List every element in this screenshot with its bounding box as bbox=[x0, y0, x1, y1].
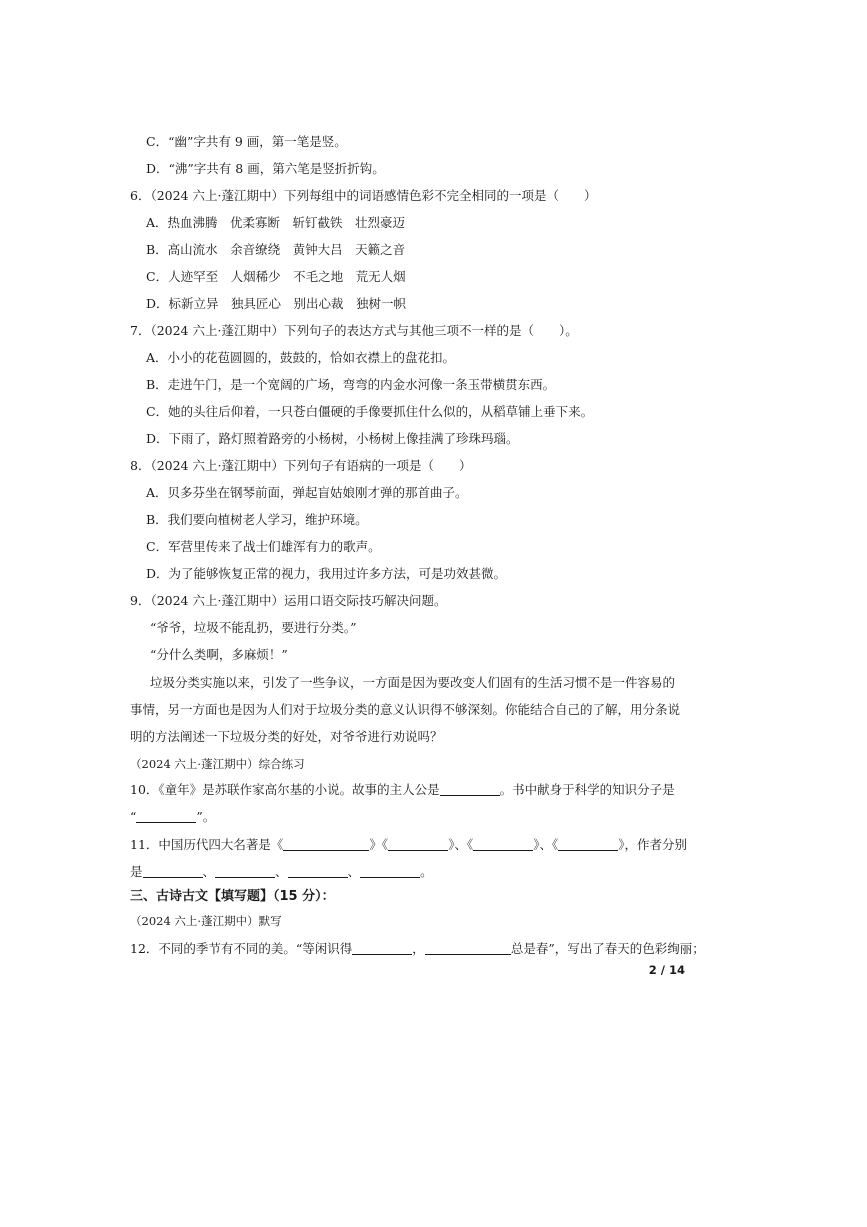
q11-blank-4 bbox=[558, 838, 618, 851]
q8-option-b: B．我们要向植树老人学习，维护环境。 bbox=[146, 512, 368, 527]
q11-text-c: 》、《 bbox=[448, 837, 474, 852]
q10-text-b: 。书中献身于科学的知识分子是 bbox=[499, 782, 675, 797]
q6-option-c: C．人迹罕至 人烟稀少 不毛之地 荒无人烟 bbox=[146, 269, 406, 284]
q11-author-blank-2 bbox=[215, 865, 275, 878]
q10-blank-1 bbox=[440, 783, 500, 796]
q11-text-a: 11．中国历代四大名著是《 bbox=[130, 837, 284, 852]
q8-option-a: A．贝多芬坐在钢琴前面，弹起盲姑娘刚才弹的那首曲子。 bbox=[146, 485, 468, 500]
source-note-dictation: （2024 六上·蓬江期中）默写 bbox=[130, 914, 282, 928]
q11-text-e: 》，作者分别 bbox=[618, 837, 687, 852]
q11-separator: 、 bbox=[202, 864, 216, 879]
question-6: 6．（2024 六上·蓬江期中）下列每组中的词语感情色彩不完全相同的一项是（ ） bbox=[130, 188, 597, 203]
question-8: 8．（2024 六上·蓬江期中）下列句子有语病的一项是（ ） bbox=[130, 458, 472, 473]
question-7: 7．（2024 六上·蓬江期中）下列句子的表达方式与其他三项不一样的是（ ）。 bbox=[130, 323, 578, 338]
q11-separator: 、 bbox=[347, 864, 361, 879]
q12-text-a: 12．不同的季节有不同的美。“等闲识得 bbox=[130, 941, 353, 956]
q8-option-d: D．为了能够恢复正常的视力，我用过许多方法，可是功效甚微。 bbox=[146, 566, 507, 581]
q10-blank-2 bbox=[136, 810, 196, 823]
q12-blank-2 bbox=[425, 942, 511, 955]
q11-text-b: 》《 bbox=[369, 837, 389, 852]
q9-dialogue-1: “爷爷，垃圾不能乱扔，要进行分类。” bbox=[150, 620, 357, 635]
q6-option-a: A．热血沸腾 优柔寡断 斩钉截铁 壮烈豪迈 bbox=[146, 215, 406, 230]
q12-text-b: ， bbox=[412, 941, 425, 956]
question-11-line-2 bbox=[130, 864, 433, 880]
q9-paragraph-line-2: 事情，另一方面也是因为人们对于垃圾分类的意义认识得不够深刻。你能结合自己的了解，用分条说 bbox=[130, 702, 681, 717]
q12-blank-1 bbox=[352, 942, 412, 955]
q11-author-blank-4 bbox=[360, 865, 420, 878]
q5-option-c: C．“幽”字共有 9 画，第一笔是竖。 bbox=[146, 134, 347, 149]
q6-option-b: B．高山流水 余音缭绕 黄钟大吕 天籁之音 bbox=[146, 242, 406, 257]
section-3-heading: 三、古诗古文【填写题】（15 分）： bbox=[130, 889, 335, 904]
q7-option-d: D．下雨了，路灯照着路旁的小杨树，小杨树上像挂满了珍珠玛瑙。 bbox=[146, 431, 519, 446]
source-note-comprehensive: （2024 六上·蓬江期中）综合练习 bbox=[130, 757, 305, 771]
q11-text-d: 》、《 bbox=[533, 837, 559, 852]
question-10-line-2 bbox=[130, 809, 215, 825]
page-number: 2 / 14 bbox=[648, 963, 685, 977]
q11-text-f: 是 bbox=[130, 864, 143, 879]
question-11-line-1 bbox=[130, 837, 687, 853]
q7-option-b: B．走进午门，是一个宽阔的广场，弯弯的内金水河像一条玉带横贯东西。 bbox=[146, 377, 556, 392]
q9-paragraph-line-1: 垃圾分类实施以来，引发了一些争议，一方面是因为要改变人们固有的生活习惯不是一件容易的 bbox=[150, 675, 676, 690]
q11-blank-1 bbox=[283, 838, 369, 851]
q11-blank-2 bbox=[388, 838, 448, 851]
question-9: 9．（2024 六上·蓬江期中）运用口语交际技巧解决问题。 bbox=[130, 593, 447, 608]
q7-option-c: C．她的头往后仰着，一只苍白僵硬的手像要抓住什么似的，从稻草铺上垂下来。 bbox=[146, 404, 594, 419]
q9-paragraph-line-3: 明的方法阐述一下垃圾分类的好处，对爷爷进行劝说吗？ bbox=[130, 729, 443, 744]
q8-option-c: C．军营里传来了战士们雄浑有力的歌声。 bbox=[146, 539, 381, 554]
question-12 bbox=[130, 941, 705, 957]
q5-option-d: D．“沸”字共有 8 画，第六笔是竖折折钩。 bbox=[146, 161, 385, 176]
q10-text-a: 10．《童年》是苏联作家高尔基的小说。故事的主人公是 bbox=[130, 782, 440, 797]
q9-dialogue-2: “分什么类啊，多麻烦！” bbox=[150, 647, 288, 662]
q11-blank-3 bbox=[473, 838, 533, 851]
q12-text-c: 总是春”，写出了春天的色彩绚丽； bbox=[510, 941, 705, 956]
q11-separator: 、 bbox=[275, 864, 288, 879]
q11-author-blank-3 bbox=[288, 865, 348, 878]
question-10-line-1 bbox=[130, 782, 675, 798]
q10-text-c: “ bbox=[130, 809, 137, 824]
q7-option-a: A．小小的花苞圆圆的，鼓鼓的，恰如衣襟上的盘花扣。 bbox=[146, 350, 456, 365]
q10-text-d: ”。 bbox=[196, 809, 216, 824]
q11-author-blank-1 bbox=[143, 865, 203, 878]
q6-option-d: D．标新立异 独具匠心 别出心裁 独树一帜 bbox=[146, 296, 407, 311]
q11-end: 。 bbox=[420, 864, 433, 879]
